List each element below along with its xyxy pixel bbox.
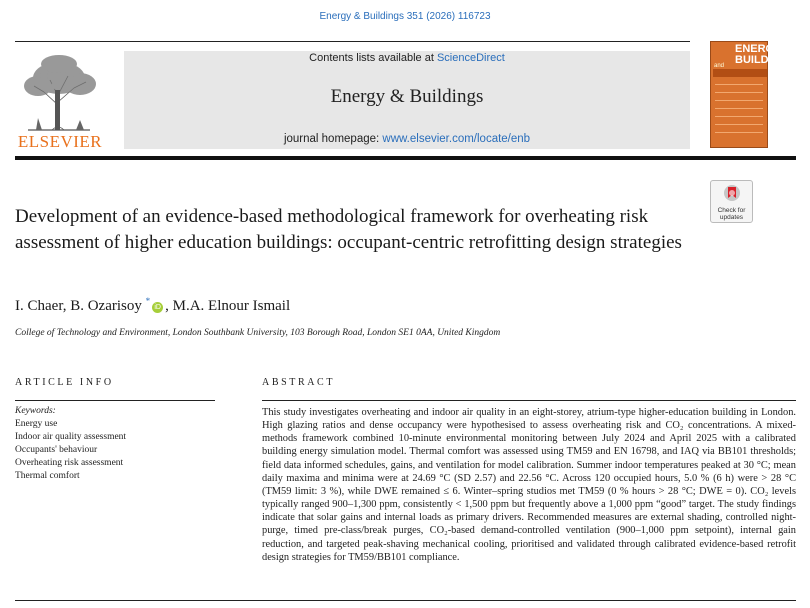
corresponding-author-marker[interactable]: * bbox=[145, 296, 151, 306]
author-name[interactable]: M.A. Elnour Ismail bbox=[172, 298, 291, 314]
cover-rule bbox=[715, 100, 763, 101]
cover-rule bbox=[715, 132, 763, 133]
elsevier-wordmark: ELSEVIER bbox=[17, 132, 103, 151]
keyword-item: Energy use bbox=[15, 419, 58, 429]
article-info-heading: ARTICLE INFO bbox=[15, 377, 114, 388]
author-name[interactable]: I. Chaer bbox=[15, 298, 63, 314]
journal-cover[interactable] bbox=[710, 41, 796, 148]
journal-masthead bbox=[124, 51, 690, 149]
keyword-item: Indoor air quality assessment bbox=[15, 432, 127, 442]
author-name[interactable]: B. Ozarisoy bbox=[70, 298, 142, 314]
top-divider bbox=[15, 41, 690, 42]
cover-rule bbox=[715, 92, 763, 93]
cover-title-line1: ENERGY bbox=[735, 43, 782, 55]
cover-title bbox=[735, 44, 796, 66]
cover-rule bbox=[715, 124, 763, 125]
crossmark-icon bbox=[723, 184, 741, 206]
author-list bbox=[15, 296, 290, 315]
contents-prefix: Contents lists available at bbox=[309, 52, 437, 64]
contents-line bbox=[124, 51, 690, 64]
cover-title-line2: BUILDINGS bbox=[735, 54, 796, 66]
abstract-divider bbox=[262, 400, 796, 401]
keyword-item: Overheating risk assessment bbox=[15, 458, 124, 468]
abstract-text: This study investigates overheating and indoor air quality in an eight-storey, atrium-type higher-education building in London. High glazing ratios and dense occupancy were hypothesised to assess overheating risk and CO₂ concentrations. A mixed-methods framework combined 10-minute environmental monitoring between July 2024 and April 2025 with a calibrated building energy simulation model. Thermal comfort was assessed using TM59 and EN 16798, and IAQ via BB101 thresholds; field data informed schedules, gains, and ventilation for model calibration. Summer indoor temperatures peaked at 30 °C; mean daily maxima and minima were at 24.69 °C (SD 2.57) and 22.56 °C. Across 120 occupied hours, 5.0 % (6 h) were > 28 °C (TM59 limit: 3 %), while DWE remained ≤ 6. Winter–spring studios met TM59 (0 % hours > 28 °C; DWE = 0). CO₂ levels typically ranged 900–1,300 ppm, consistently < 1,500 ppm but frequently above a 1,000 ppm “good” target. The study findings indicate that solar gains and internal loads as primary drivers. Recommended measures are external shading, controlled night-purge, timed pre-class/break purges, CO₂-based demand-controlled ventilation (900–1,000 ppm setpoint), internal gain reduction, and targeted peak-shaving mechanical cooling, prioritised and validated through calibrated evidence-based retrofit design strategies for TM59/BB101 compliance. bbox=[262, 407, 796, 563]
abstract-heading: ABSTRACT bbox=[262, 377, 336, 388]
homepage-line bbox=[124, 133, 690, 145]
orcid-icon[interactable]: iD bbox=[152, 302, 163, 313]
cover-rule bbox=[715, 84, 763, 85]
crossmark-label bbox=[711, 207, 752, 221]
crossmark-badge[interactable] bbox=[710, 180, 753, 223]
article-title: Development of an evidence-based methodological framework for overheating risk assessment of higher education buildings: occupant-centric retrofitting design strategies bbox=[15, 206, 682, 253]
journal-name[interactable]: Energy & Buildings bbox=[330, 86, 484, 107]
author-affiliation: College of Technology and Environment, London Southbank University, 103 Borough Road, London SE1 0AA, United Kingdom bbox=[15, 328, 501, 338]
keywords-label: Keywords: bbox=[15, 406, 56, 416]
cover-and: and bbox=[714, 63, 725, 69]
sciencedirect-link[interactable]: ScienceDirect bbox=[436, 52, 505, 64]
article-info-divider bbox=[15, 400, 215, 401]
homepage-link[interactable]: www.elsevier.com/locate/enb bbox=[382, 133, 531, 145]
keyword-item: Thermal comfort bbox=[15, 471, 80, 481]
author-separator: , bbox=[165, 298, 173, 314]
keyword-item: Occupants' behaviour bbox=[15, 445, 98, 455]
author-separator: , bbox=[62, 298, 71, 314]
cover-rule bbox=[715, 116, 763, 117]
cover-band bbox=[713, 69, 767, 77]
footer-divider bbox=[15, 600, 796, 601]
crossmark-line1: Check for bbox=[717, 207, 746, 214]
cover-rule bbox=[715, 108, 763, 109]
homepage-prefix: journal homepage: bbox=[283, 133, 383, 145]
journal-citation[interactable]: Energy & Buildings 351 (2026) 116723 bbox=[319, 11, 491, 22]
crossmark-line2: updates bbox=[719, 214, 744, 221]
header-divider bbox=[15, 156, 796, 160]
